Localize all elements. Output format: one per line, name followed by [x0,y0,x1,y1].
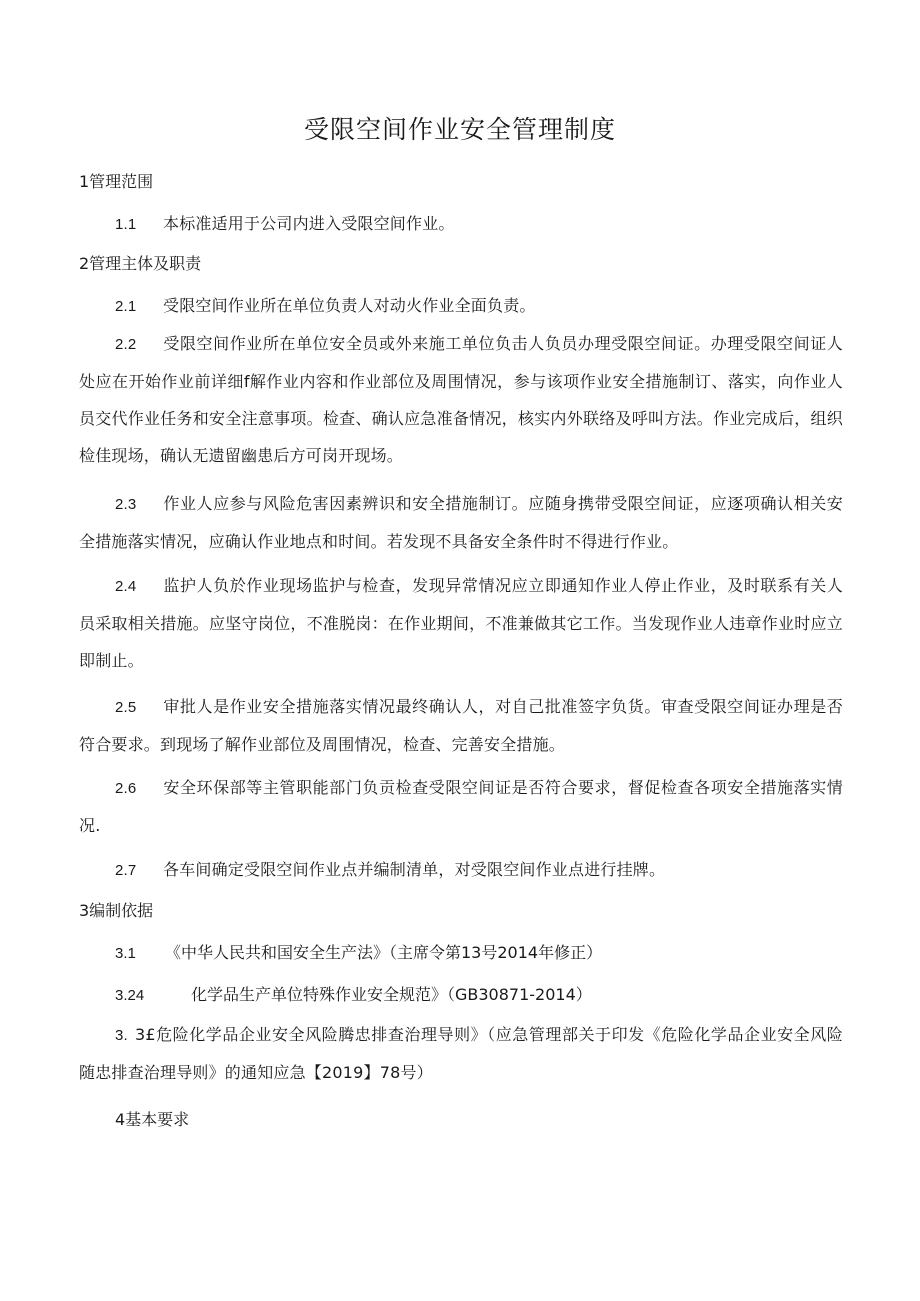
clause-number: 3.1 [115,945,136,962]
clause-number: 2.6 [115,780,137,797]
clause-number: 2.4 [115,578,137,595]
clause-text: 作业人应参与风险危害因素辨识和安全措施制订。应随身携带受限空间证，应逐项确认相关安全措施落实情况，应确认作业地点和时间。若发现不具备安全条件时不得进行作业。 [79,494,843,551]
section-heading-2: 2管理主体及职责 [79,254,202,273]
clause-text: 各车间确定受限空间作业点并编制清单，对受限空间作业点进行挂牌。 [163,860,666,879]
clause-number: 1.1 [115,216,137,233]
clause-text: 受限空间作业所在单位负责人对动火作业全面负责。 [163,296,536,315]
clause-text: 3£危险化学品企业安全风险腾忠排查治理导则》（应急管理部关于印发《危险化学品企业安全风险随忠排查治理导则》的通知应急【2019】78号） [79,1025,843,1082]
clause-text: 安全环保部等主管职能部门负贡检查受限空间证是否符合要求，督促检查各项安全措施落实情况. [79,778,843,835]
section-heading-1: 1管理范围 [79,172,154,191]
clause-3-2 [115,983,592,1008]
clause-number: 2.3 [115,496,137,513]
clause-1-1 [79,205,843,243]
clause-number: 2.5 [115,699,137,716]
clause-2-7 [79,851,843,889]
section-heading-3: 3编制依据 [79,901,154,920]
clause-text: 化学品生产单位特殊作业安全规范》（GB30871-2014） [191,985,592,1004]
clause-2-4 [79,567,843,679]
clause-2-2 [79,325,843,474]
document-title: 受限空间作业安全管理制度 [303,115,616,144]
clause-text: 受限空间作业所在单位安全员或外来施工单位负击人负员办理受限空间证。办理受限空间证人处应在开始作业前详细f解作业内容和作业部位及周围情况，参与该项作业安全措施制订、落实，向作业人员交代作业任务和安全注意事项。检查、确认应急准备情况，核实内外联络及呼叫方法。作业完成后，组织检佳现场，确认无遗留幽患后方可岗开现场。 [79,334,843,465]
clause-2-3 [79,485,843,560]
clause-number: 2.1 [115,298,137,315]
clause-number: 2.7 [115,862,137,879]
clause-2-6 [79,769,843,844]
section-heading-4: 4基本要求 [115,1110,190,1129]
clause-number: 2.2 [115,336,137,353]
clause-number: 3. [115,1027,128,1044]
clause-text: 监护人负於作业现场监护与检查，发现异常情况应立即通知作业人停止作业，及时联系有关人员采取相关措施。应坚守岗位，不准脱岗：在作业期间，不准兼做其它工作。当发现作业人违章作业时应立即制止。 [79,576,843,670]
clause-text: 审批人是作业安全措施落实情况最终确认人，对自己批准签字负货。审查受限空间证办理是否符合要求。到现场了解作业部位及周围情况，检查、完善安全措施。 [79,697,843,754]
clause-3-3 [79,1016,843,1091]
clause-number: 3.24 [115,987,145,1004]
clause-3-1 [115,941,602,966]
clause-text: 《中华人民共和国安全生产法》（主席令第13号2014年修正） [165,943,603,962]
clause-2-5 [79,688,843,763]
clause-text: 本标准适用于公司内进入受限空间作业。 [163,214,455,233]
clause-2-1 [79,287,843,325]
